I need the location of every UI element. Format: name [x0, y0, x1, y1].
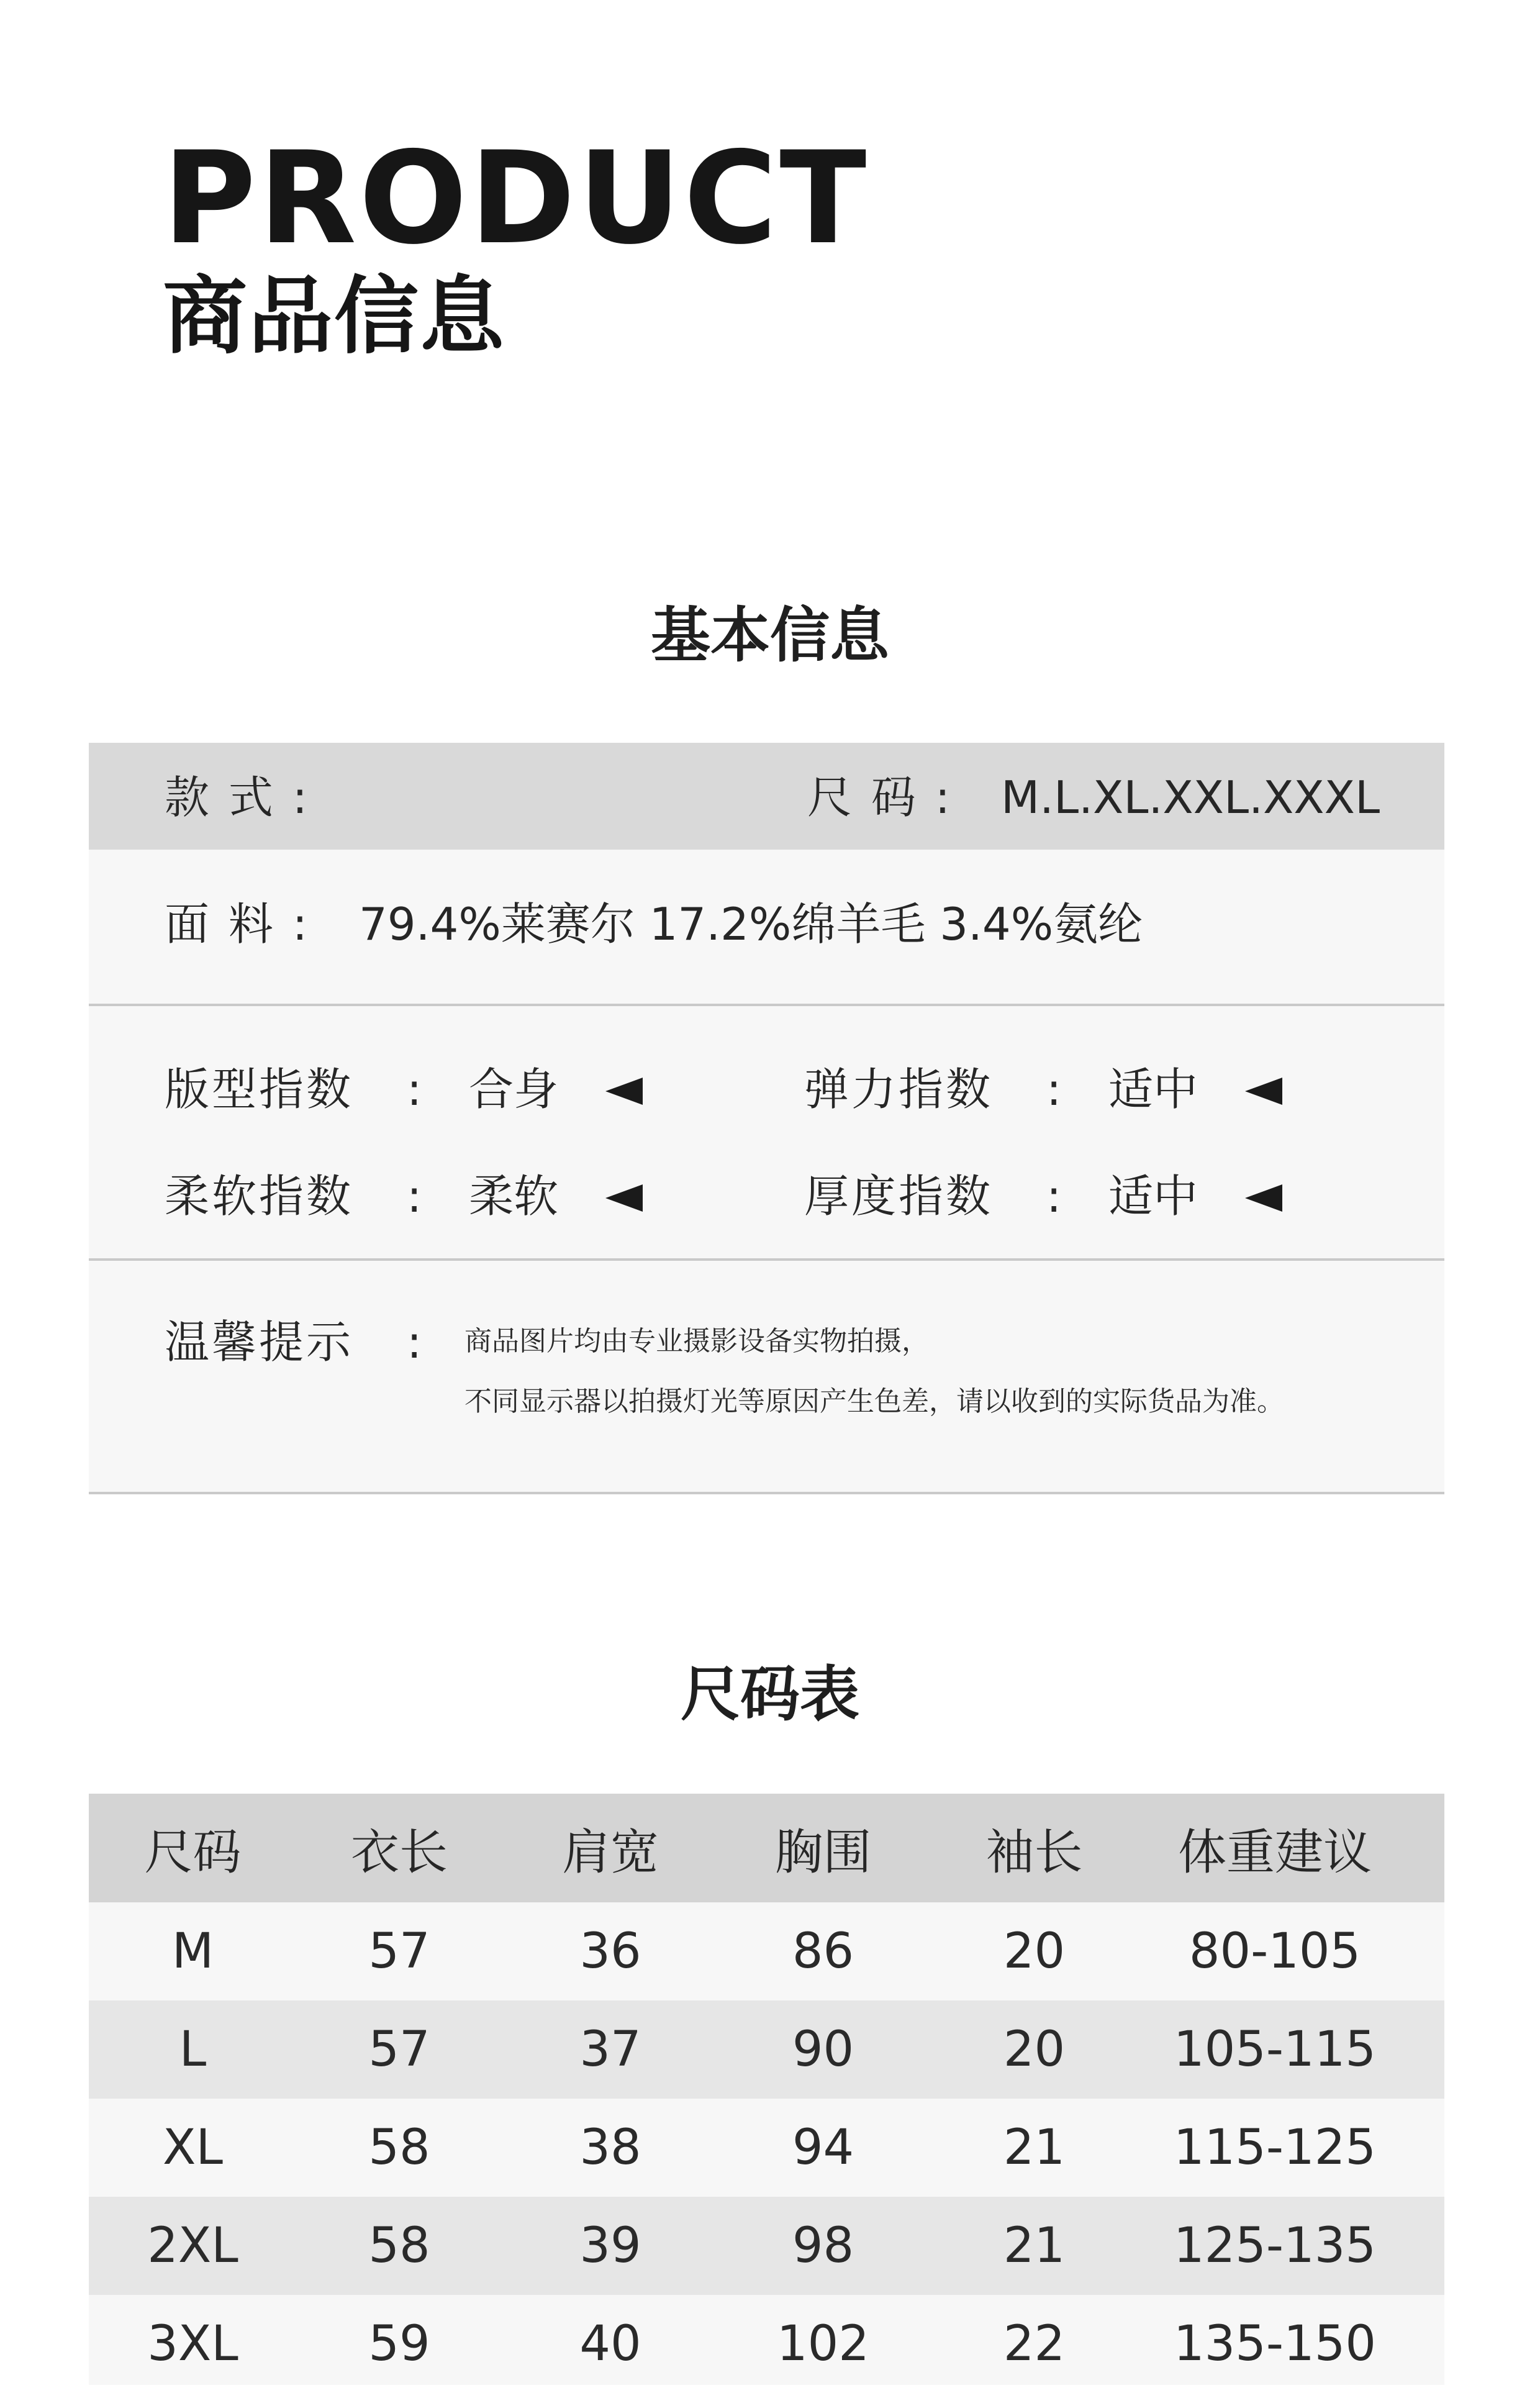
cell-sleeve: 20	[1003, 2022, 1066, 2077]
cell-length: 57	[368, 1923, 430, 1979]
header-sleeve: 袖长	[985, 1824, 1083, 1881]
size-table-header	[89, 1794, 1444, 1902]
style-label: 款 式 :	[165, 771, 310, 824]
basic-info-heading: 基本信息	[651, 601, 889, 670]
header-length: 衣长	[350, 1824, 448, 1881]
softness-index-label: 柔软指数	[165, 1170, 354, 1222]
cell-length: 58	[368, 2120, 430, 2176]
cell-shoulder: 40	[579, 2316, 641, 2372]
fit-index-colon: :	[407, 1063, 422, 1115]
notice-label: 温馨提示	[165, 1316, 354, 1368]
cell-sleeve: 21	[1003, 2218, 1066, 2274]
cell-weight: 105-115	[1174, 2022, 1376, 2077]
table-row	[89, 2099, 1444, 2197]
fit-index-arrow-icon	[605, 1078, 643, 1105]
header-chest: 胸围	[774, 1824, 872, 1881]
fit-index-label: 版型指数	[165, 1063, 354, 1115]
cell-chest: 102	[777, 2316, 869, 2372]
elastic-index-colon: :	[1046, 1063, 1062, 1115]
table-row	[89, 1902, 1444, 2000]
fabric-label: 面 料 :	[165, 898, 310, 950]
cell-sleeve: 21	[1003, 2120, 1066, 2176]
cell-chest: 94	[792, 2120, 854, 2176]
fabric-value: 79.4%莱赛尔 17.2%绵羊毛 3.4%氨纶	[359, 898, 1143, 950]
header-size: 尺码	[144, 1824, 242, 1881]
fit-index-value: 合身	[469, 1063, 559, 1115]
notice-line-1: 商品图片均由专业摄影设备实物拍摄，	[464, 1325, 929, 1357]
notice-line-2: 不同显示器以拍摄灯光等原因产生色差，请以收到的实际货品为准。	[464, 1386, 1284, 1417]
table-row	[89, 2295, 1444, 2385]
size-value: M.L.XL.XXL.XXXL	[1001, 771, 1380, 824]
cell-length: 57	[368, 2022, 430, 2077]
cell-size: 2XL	[147, 2218, 238, 2274]
header-weight: 体重建议	[1177, 1824, 1372, 1881]
indices-block	[89, 1006, 1444, 1261]
cell-weight: 125-135	[1174, 2218, 1376, 2274]
elastic-index-value: 适中	[1108, 1063, 1198, 1115]
cell-size: L	[179, 2022, 207, 2077]
cell-weight: 115-125	[1174, 2120, 1376, 2176]
cell-shoulder: 39	[579, 2218, 641, 2274]
thickness-index-label: 厚度指数	[804, 1170, 994, 1222]
cell-chest: 98	[792, 2218, 854, 2274]
softness-index-arrow-icon	[605, 1184, 643, 1212]
size-chart-heading: 尺码表	[681, 1660, 859, 1729]
cell-weight: 80-105	[1189, 1923, 1361, 1979]
cell-sleeve: 22	[1003, 2316, 1066, 2372]
softness-index-value: 柔软	[469, 1170, 559, 1222]
cell-length: 59	[368, 2316, 430, 2372]
cell-shoulder: 38	[579, 2120, 641, 2176]
product-title-cn: 商品信息	[163, 268, 505, 366]
cell-size: XL	[163, 2120, 223, 2176]
cell-size: 3XL	[147, 2316, 238, 2372]
product-title-en: PRODUCT	[163, 125, 869, 273]
header-shoulder: 肩宽	[561, 1824, 659, 1881]
table-row	[89, 2197, 1444, 2295]
notice-block	[89, 1261, 1444, 1494]
cell-chest: 86	[792, 1923, 854, 1979]
softness-index-colon: :	[407, 1170, 422, 1222]
cell-shoulder: 36	[579, 1923, 641, 1979]
thickness-index-colon: :	[1046, 1170, 1062, 1222]
notice-colon: :	[407, 1316, 422, 1368]
elastic-index-arrow-icon	[1245, 1078, 1282, 1105]
cell-chest: 90	[792, 2022, 854, 2077]
cell-sleeve: 20	[1003, 1923, 1066, 1979]
elastic-index-label: 弹力指数	[804, 1063, 994, 1115]
cell-shoulder: 37	[579, 2022, 641, 2077]
cell-weight: 135-150	[1174, 2316, 1376, 2372]
size-label: 尺 码 :	[807, 771, 953, 824]
cell-length: 58	[368, 2218, 430, 2274]
thickness-index-value: 适中	[1108, 1170, 1198, 1222]
table-row	[89, 2000, 1444, 2099]
thickness-index-arrow-icon	[1245, 1184, 1282, 1212]
cell-size: M	[171, 1923, 214, 1979]
